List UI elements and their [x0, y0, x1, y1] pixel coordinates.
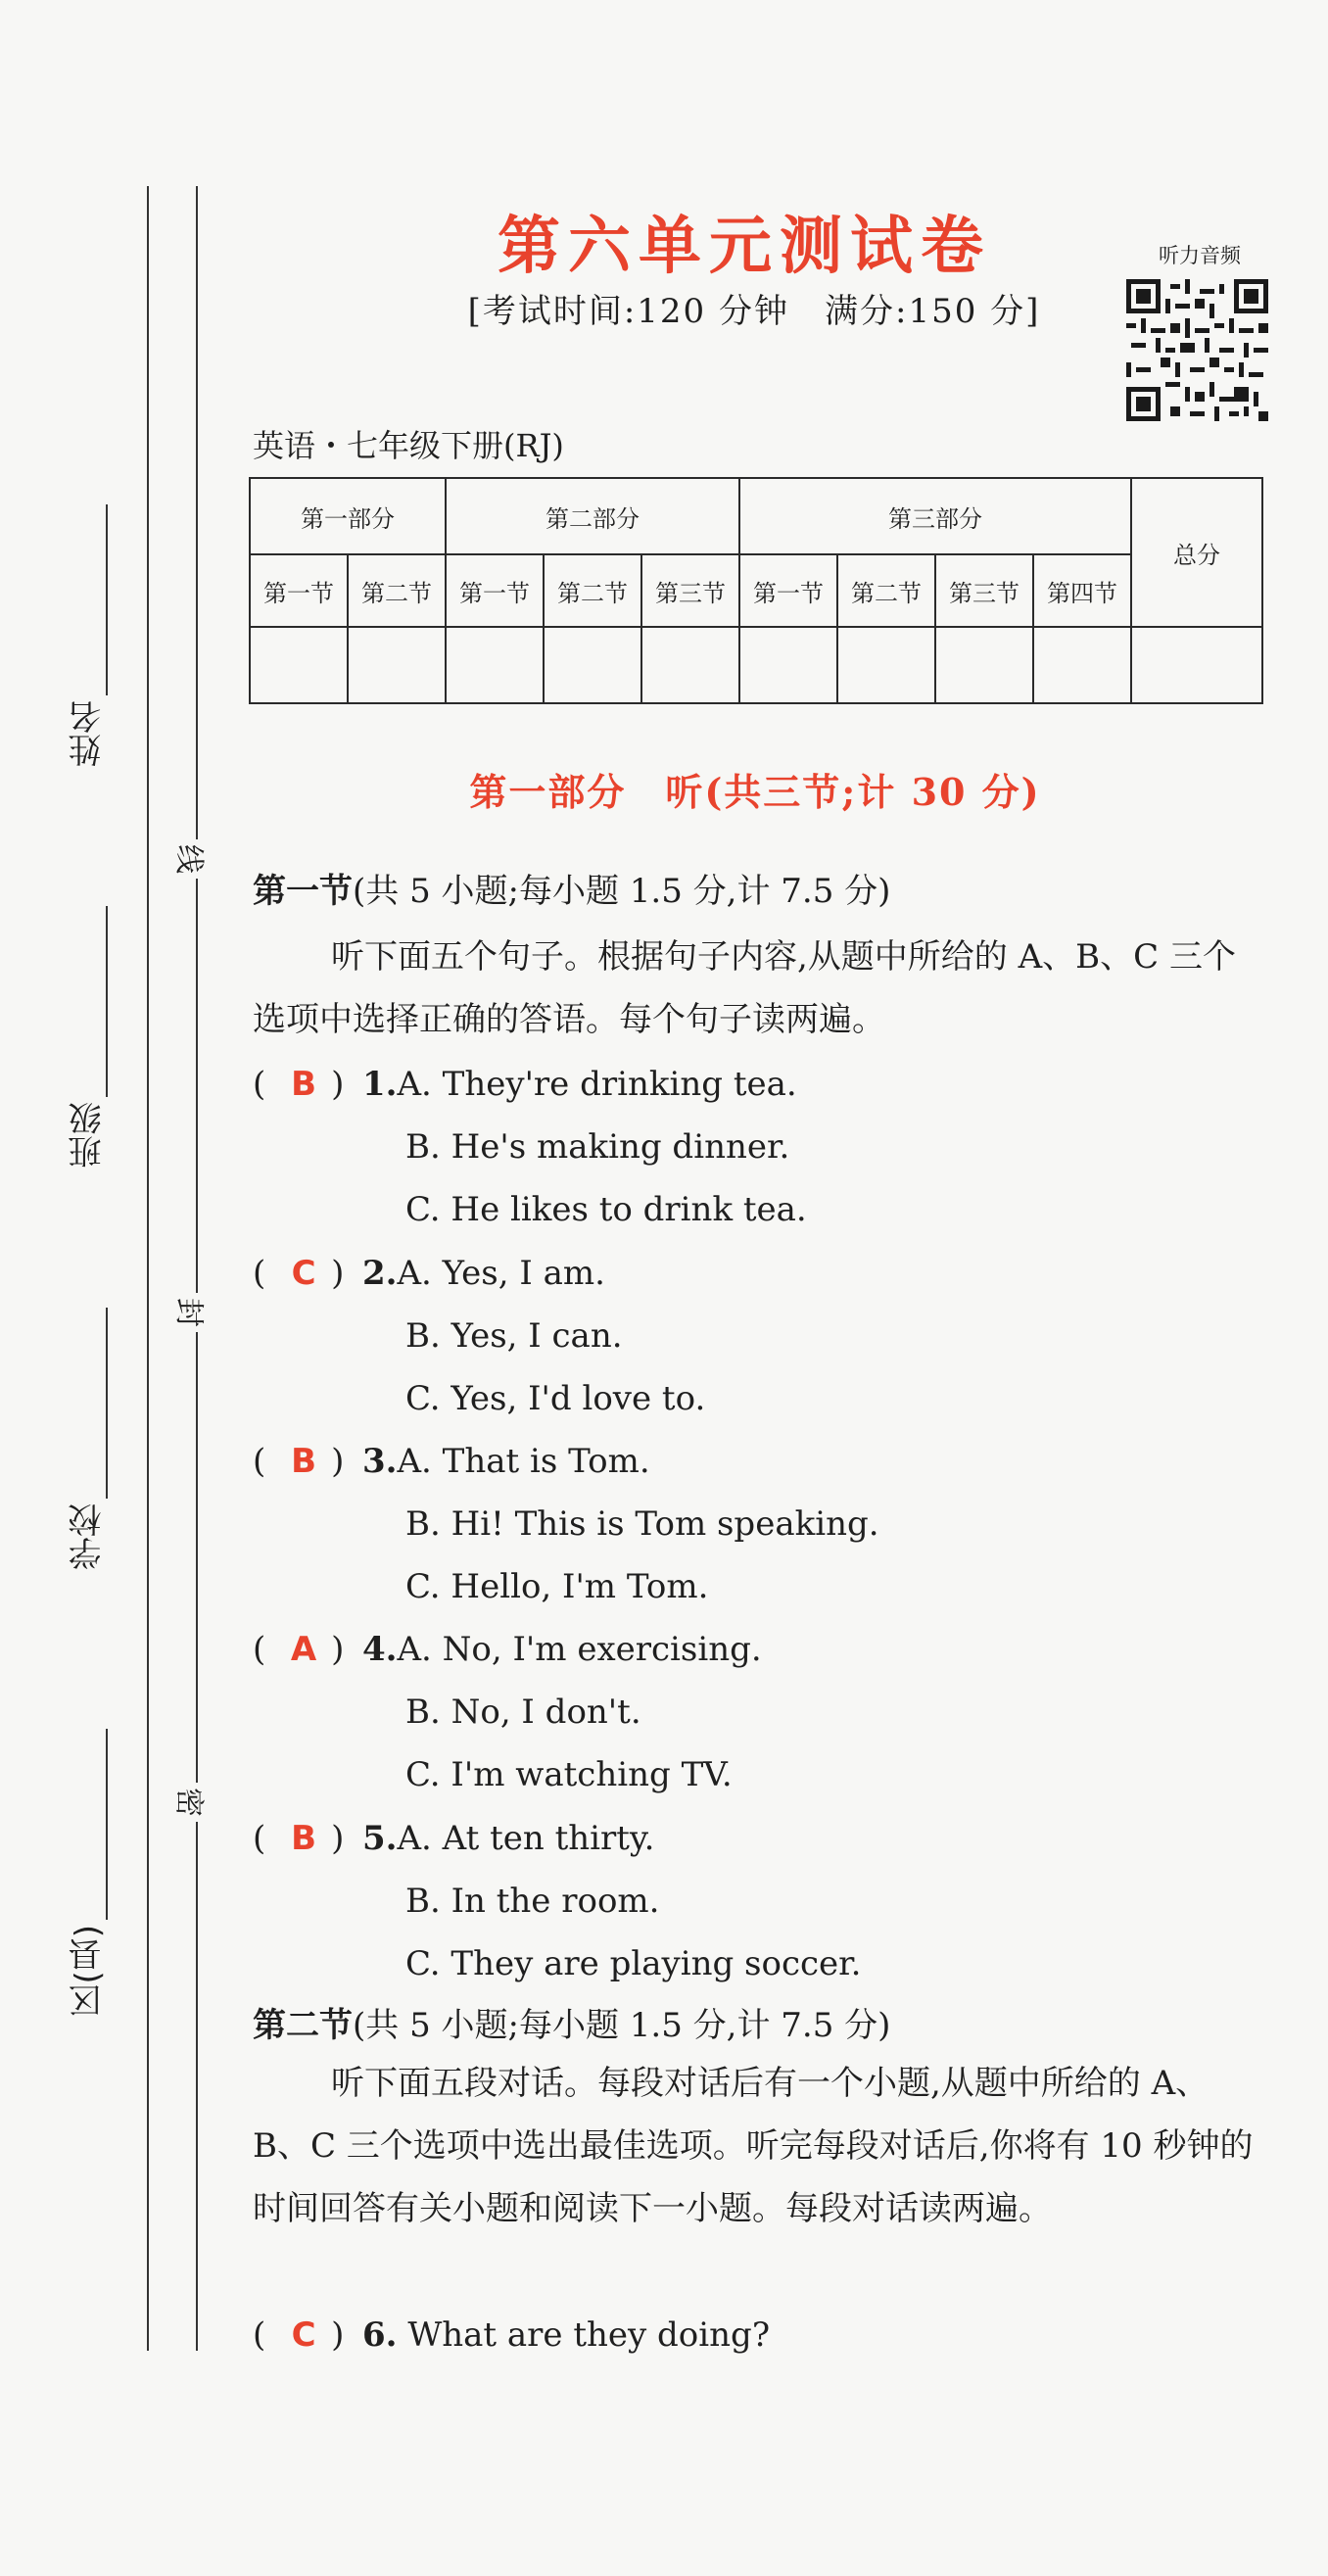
question-text: What are they doing?	[407, 2315, 771, 2355]
section-header: 第三节	[935, 554, 1033, 627]
name-blank[interactable]	[106, 504, 108, 695]
answer-mark: C	[291, 2315, 316, 2355]
question-1	[253, 1053, 797, 1116]
answer-mark: A	[290, 1630, 317, 1669]
section-header: 第四节	[1033, 554, 1131, 627]
option-a: A. No, I'm exercising.	[397, 1630, 762, 1669]
section1-instruction-text: 听下面五个句子。根据句子内容,从题中所给的 A、B、C 三个选项中选择正确的答语。每个句子读两遍。	[253, 937, 1236, 1039]
score-cell[interactable]	[1033, 627, 1131, 703]
cut-word-secret: 密	[170, 1783, 213, 1822]
answer-bracket[interactable]: ( B )	[253, 1807, 362, 1870]
section-header: 第二节	[544, 554, 641, 627]
section-header: 第一节	[446, 554, 544, 627]
class-blank[interactable]	[106, 906, 108, 1097]
school-label: 学校	[69, 1503, 108, 1570]
question-number: 6.	[362, 2315, 398, 2355]
answer-mark: B	[291, 1819, 317, 1858]
section2-instruction	[253, 2052, 1261, 2240]
section2-heading	[253, 1998, 890, 2046]
section-header: 第三节	[641, 554, 739, 627]
section1-name: 第一节	[253, 872, 353, 911]
subject-grade: 英语・七年级下册(RJ)	[253, 427, 564, 464]
option-c: C. He likes to drink tea.	[405, 1190, 807, 1229]
total-header: 总分	[1131, 478, 1262, 627]
answer-bracket[interactable]: ( B )	[253, 1053, 362, 1116]
question-3	[253, 1430, 650, 1493]
option-b: B. In the room.	[405, 1882, 660, 1921]
district-blank[interactable]	[106, 1729, 108, 1920]
question-6	[253, 2304, 770, 2366]
cut-word-seal: 封	[170, 1293, 213, 1332]
binding-line-outer	[147, 186, 149, 2351]
option-a: A. At ten thirty.	[397, 1819, 655, 1858]
option-a: A. That is Tom.	[397, 1442, 650, 1481]
score-cell[interactable]	[837, 627, 935, 703]
question-number: 5.	[362, 1819, 398, 1858]
option-c: C. Hello, I'm Tom.	[405, 1567, 709, 1606]
question-number: 4.	[362, 1630, 398, 1669]
exam-time-info: [考试时间:120 分钟 满分:150 分]	[467, 292, 1041, 331]
option-a: A. Yes, I am.	[397, 1254, 605, 1293]
part3-header: 第三部分	[739, 478, 1131, 554]
part2-header: 第二部分	[446, 478, 739, 554]
school-blank[interactable]	[106, 1308, 108, 1499]
option-b: B. He's making dinner.	[405, 1127, 790, 1167]
name-field[interactable]	[59, 504, 127, 779]
score-cell[interactable]	[348, 627, 446, 703]
score-cell[interactable]	[935, 627, 1033, 703]
section2-info: (共 5 小题;每小题 1.5 分,计 7.5 分)	[353, 2006, 891, 2045]
binding-line-inner	[196, 186, 198, 2351]
answer-bracket[interactable]: ( C )	[253, 1242, 362, 1305]
question-number: 1.	[362, 1065, 398, 1104]
option-a: A. They're drinking tea.	[397, 1065, 797, 1104]
name-label: 姓名	[69, 700, 108, 767]
question-2	[253, 1242, 605, 1305]
option-c: C. I'm watching TV.	[405, 1755, 733, 1794]
question-5	[253, 1807, 654, 1870]
question-number: 2.	[362, 1254, 398, 1293]
section1-info: (共 5 小题;每小题 1.5 分,计 7.5 分)	[353, 872, 891, 911]
class-label: 班级	[69, 1102, 108, 1169]
district-label: 区(县)	[69, 1925, 108, 2018]
score-cell[interactable]	[446, 627, 544, 703]
question-4	[253, 1618, 762, 1681]
class-field[interactable]	[59, 906, 127, 1180]
section-header: 第二节	[837, 554, 935, 627]
part1-title: 第一部分 听(共三节;计 30 分)	[469, 770, 1041, 814]
district-field[interactable]	[59, 1729, 127, 2042]
score-table	[249, 477, 1263, 704]
school-field[interactable]	[59, 1308, 127, 1582]
cut-word-line: 线	[170, 839, 213, 879]
section-header: 第一节	[739, 554, 837, 627]
question-number: 3.	[362, 1442, 398, 1481]
score-cell[interactable]	[641, 627, 739, 703]
option-b: B. No, I don't.	[405, 1693, 641, 1732]
section2-instruction-text: 听下面五段对话。每段对话后有一个小题,从题中所给的 A、B、C 三个选项中选出最佳选项。听完每段对话后,你将有 10 秒钟的时间回答有关小题和阅读下一小题。每段对话读两遍。	[253, 2064, 1254, 2228]
answer-mark: C	[291, 1254, 316, 1293]
option-b: B. Yes, I can.	[405, 1316, 623, 1356]
exam-title: 第六单元测试卷	[498, 210, 991, 283]
option-c: C. They are playing soccer.	[405, 1944, 862, 1983]
answer-bracket[interactable]: ( B )	[253, 1430, 362, 1493]
section-header: 第一节	[250, 554, 348, 627]
score-cell[interactable]	[739, 627, 837, 703]
option-c: C. Yes, I'd love to.	[405, 1379, 706, 1418]
answer-bracket[interactable]: ( A )	[253, 1618, 362, 1681]
section2-name: 第二节	[253, 2006, 353, 2045]
option-b: B. Hi! This is Tom speaking.	[405, 1504, 879, 1544]
score-cell[interactable]	[250, 627, 348, 703]
answer-mark: B	[291, 1442, 317, 1481]
answer-bracket[interactable]: ( C )	[253, 2304, 362, 2366]
qr-label: 听力音频	[1159, 244, 1241, 267]
qr-code-icon[interactable]	[1126, 279, 1268, 421]
section1-instruction	[253, 926, 1261, 1051]
answer-mark: B	[291, 1065, 317, 1104]
total-score-cell[interactable]	[1131, 627, 1262, 703]
score-cell[interactable]	[544, 627, 641, 703]
section-header: 第二节	[348, 554, 446, 627]
part1-header: 第一部分	[250, 478, 446, 554]
section1-heading	[253, 864, 890, 912]
